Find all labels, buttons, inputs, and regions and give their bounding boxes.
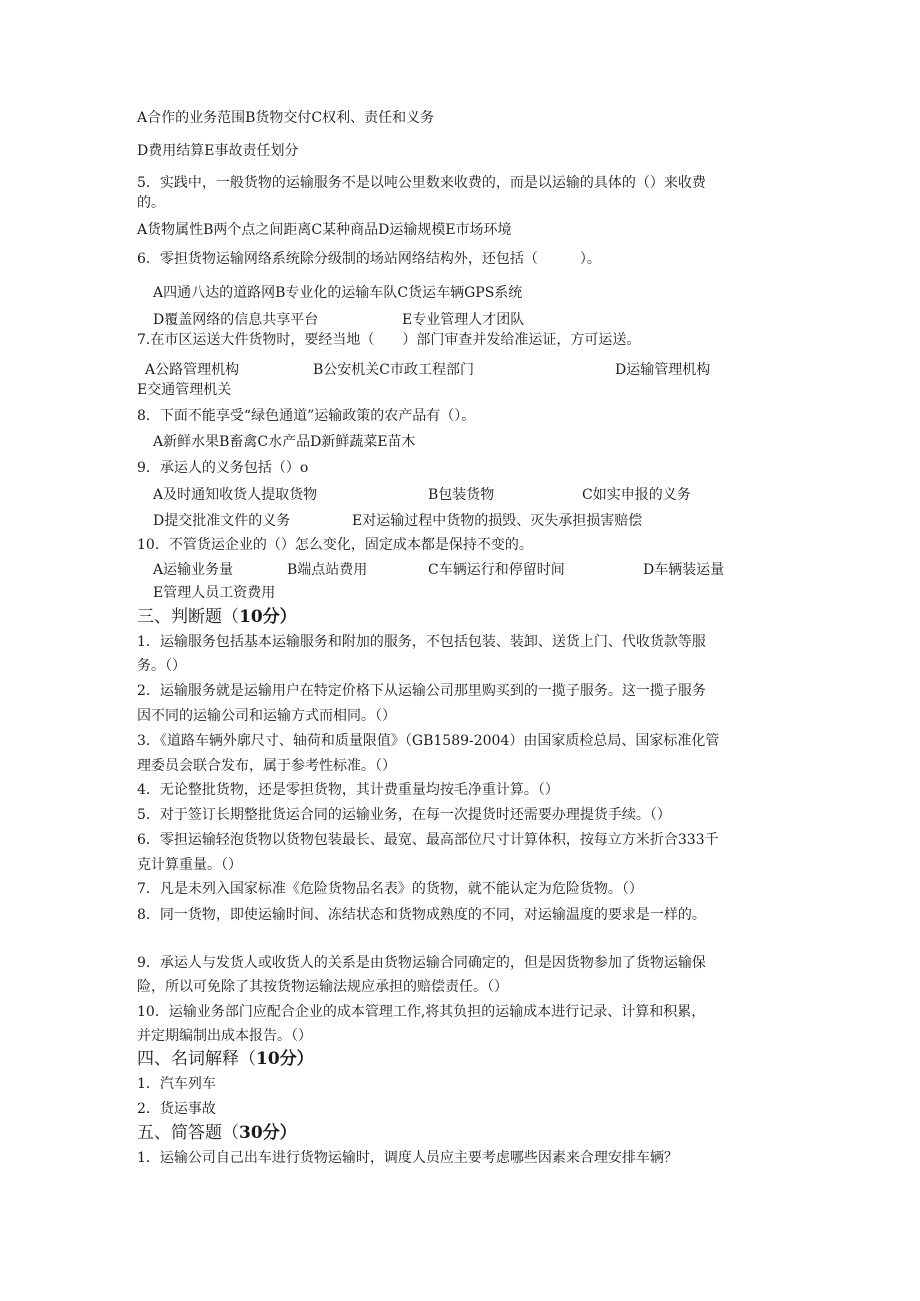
judgment-3-cont: 理委员会联合发布，属于参考性标准。（） (137, 758, 396, 774)
option-a: A运输业务量 (153, 562, 234, 578)
option-line: A货物属性B两个点之间距离C某种商品D运输规模E市场环境 (137, 222, 512, 238)
term-1: 1．汽车列车 (137, 1076, 216, 1092)
option-e: E专业管理人才团队 (402, 312, 525, 328)
judgment-6-cont: 克计算重量。（） (137, 857, 242, 873)
option-line: D费用结算E事故责任划分 (137, 143, 299, 159)
judgment-10-cont: 并定期编制出成本报告。（） (137, 1028, 312, 1044)
option-bc: B公安机关C市政工程部门 (313, 362, 474, 378)
question-7: 7.在市区运送大件货物时，要经当地（ ）部门审查并发给准运证，方可运送。 (137, 332, 641, 348)
judgment-1: 1．运输服务包括基本运输服务和附加的服务，不包括包装、装卸、送货上门、代收货款等服 (137, 634, 706, 650)
section-heading-judgment: 三、判断题（10分） (137, 607, 297, 627)
option-d: D提交批准文件的义务 (153, 513, 291, 529)
judgment-4: 4．无论整批货物，还是零担货物，其计费重量均按毛净重计算。（） (137, 782, 559, 798)
judgment-9-cont: 险，所以可免除了其按货物运输法规应承担的赔偿责任。（） (137, 979, 508, 995)
option-d: D覆盖网络的信息共享平台 (153, 312, 319, 328)
judgment-5: 5．对于签订长期整批货运合同的运输业务，在每一次提货时还需要办理提货手续。（） (137, 807, 671, 823)
judgment-6: 6．零担运输轻泡货物以货物包装最长、最宽、最高部位尺寸计算体积，按每立方米折合333千 (137, 832, 719, 848)
judgment-10: 10．运输业务部门应配合企业的成本管理工作,将其负担的运输成本进行记录、计算和积累， (137, 1004, 706, 1020)
option-d: D车辆装运量 (643, 562, 725, 578)
option-line: A新鲜水果B畜禽C水产品D新鲜蔬菜E苗木 (153, 434, 416, 450)
section-heading-terms: 四、名词解释（10分） (137, 1049, 314, 1069)
option-e: E交通管理机关 (137, 382, 232, 398)
option-c: C如实申报的义务 (582, 487, 691, 503)
option-a: A公路管理机构 (145, 362, 240, 378)
option-d: D运输管理机构 (615, 362, 711, 378)
option-line: A四通八达的道路网B专业化的运输车队C货运车辆GPS系统 (153, 285, 523, 301)
question-9: 9．承运人的义务包括（）o (137, 460, 309, 476)
option-c: C车辆运行和停留时间 (428, 562, 565, 578)
section-heading-short-answer: 五、简答题（30分） (137, 1123, 297, 1143)
option-e: E管理人员工资费用 (153, 585, 276, 601)
judgment-2: 2．运输服务就是运输用户在特定价格下从运输公司那里购买到的一揽子服务。这一揽子服务 (137, 683, 706, 699)
question-10: 10．不管货运企业的（）怎么变化，固定成本都是保持不变的。 (137, 537, 533, 553)
option-line: A合作的业务范围B货物交付C权利、责任和义务 (137, 110, 435, 126)
option-a: A及时通知收货人提取货物 (153, 487, 318, 503)
term-2: 2．货运事故 (137, 1101, 216, 1117)
question-6: 6．零担货物运输网络系统除分级制的场站网络结构外，还包括（ ）。 (137, 251, 601, 267)
judgment-7: 7．凡是未列入国家标准《危险货物品名表》的货物，就不能认定为危险货物。（） (137, 881, 643, 897)
judgment-3: 3．《道路车辆外廓尺寸、轴荷和质量限值》（GB1589-2004）由国家质检总局、国家标准化管 (137, 733, 720, 749)
judgment-2-cont: 因不同的运输公司和运输方式而相同。（） (137, 708, 396, 724)
question-8: 8．下面不能享受“绿色通道”运输政策的农产品有（）。 (137, 408, 476, 424)
judgment-1-cont: 务。（） (137, 658, 186, 674)
option-b: B端点站费用 (287, 562, 368, 578)
judgment-8: 8．同一货物，即使运输时间、冻结状态和货物成熟度的不同，对运输温度的要求是一样的。 (137, 907, 706, 923)
question-5: 5．实践中，一般货物的运输服务不是以吨公里数来收费的，而是以运输的具体的（）来收费 (137, 175, 706, 191)
question-5-cont: 的。 (137, 195, 165, 211)
option-b: B包装货物 (428, 487, 495, 503)
option-e: E对运输过程中货物的损毁、灭失承担损害赔偿 (352, 513, 643, 529)
short-answer-1: 1．运输公司自己出车进行货物运输时，调度人员应主要考虑哪些因素来合理安排车辆？ (137, 1150, 678, 1166)
judgment-9: 9．承运人与发货人或收货人的关系是由货物运输合同确定的，但是因货物参加了货物运输保 (137, 955, 706, 971)
